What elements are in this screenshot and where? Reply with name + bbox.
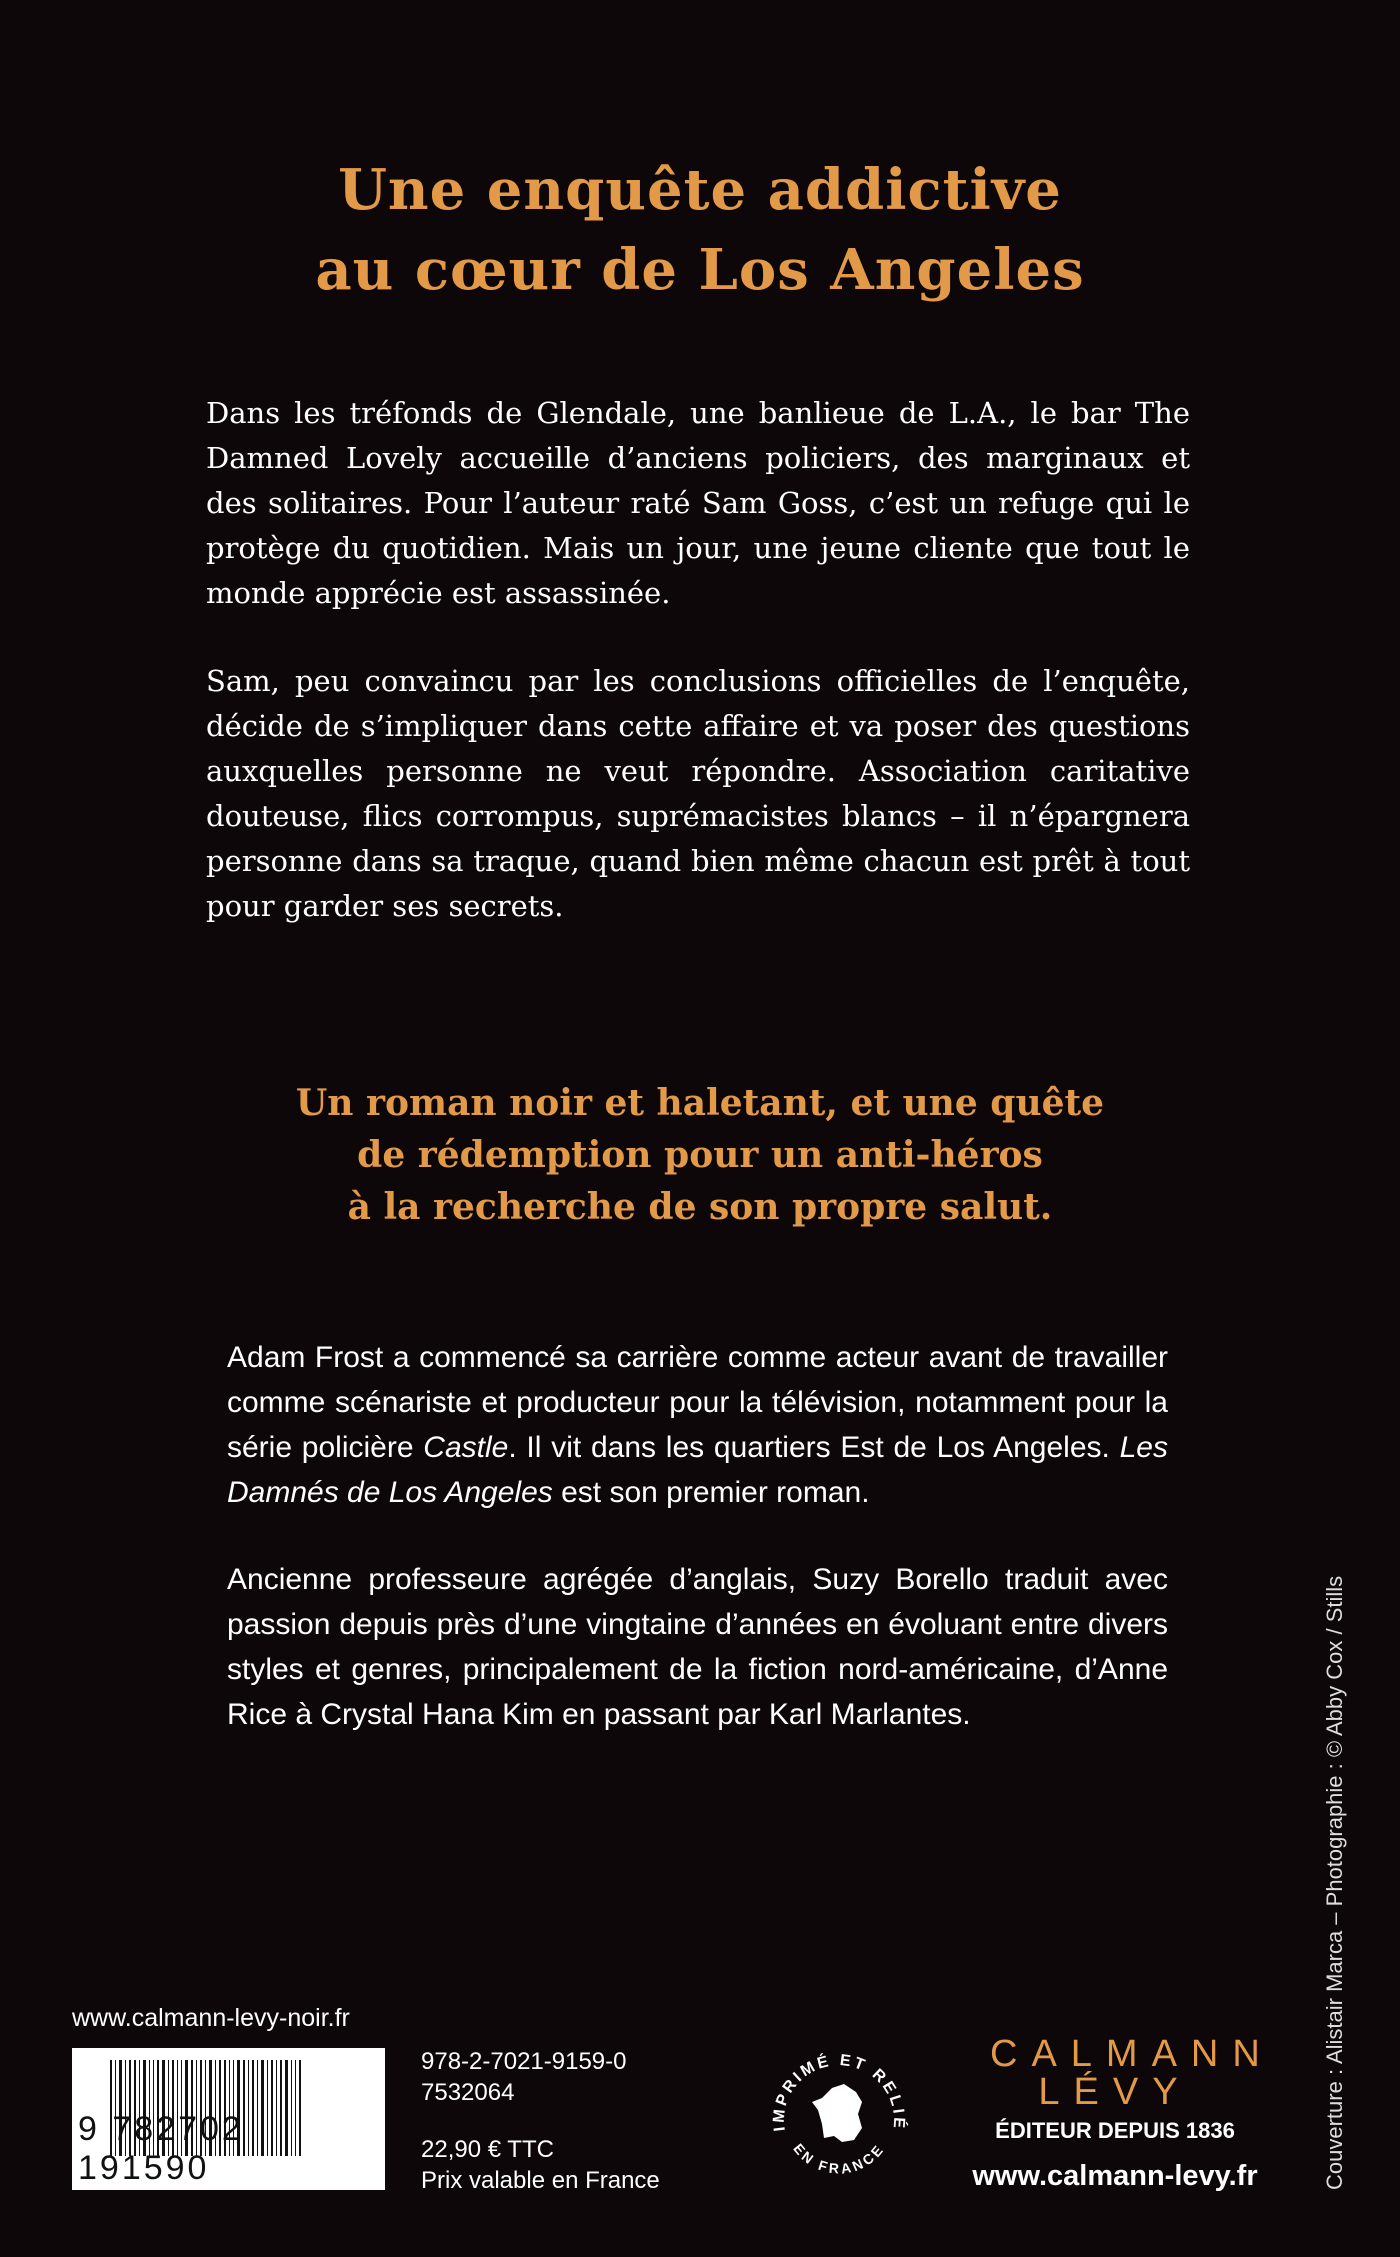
tagline-line-2: de rédemption pour un anti-héros: [357, 1134, 1043, 1176]
product-code: 7532064: [421, 2079, 515, 2106]
seal-bottom-text: EN FRANCE: [790, 2140, 888, 2177]
show-title: Castle: [423, 1431, 509, 1464]
price: 22,90 € TTC: [421, 2136, 554, 2163]
publisher-logo: [990, 2033, 1274, 2113]
tagline-line-3: à la recherche de son propre salut.: [347, 1186, 1053, 1228]
price-note: Prix valable en France: [421, 2167, 660, 2194]
france-map-icon: [812, 2084, 862, 2142]
printed-in-france-seal: [764, 2040, 914, 2190]
headline-line-1: Une enquête addictive: [338, 157, 1062, 223]
book-title: Les Damnés de Los Angeles: [227, 1431, 1168, 1509]
barcode: [72, 2048, 385, 2190]
bio-text: . Il vit dans les quartiers Est de Los Angeles.: [508, 1431, 1120, 1464]
seal-top-text: IMPRIMÉ ET RELIÉ: [770, 2051, 908, 2133]
noir-website-link[interactable]: www.calmann-levy-noir.fr: [72, 2004, 350, 2032]
translator-bio: Ancienne professeure agrégée d’anglais, Suzy Borello traduit avec passion depuis près d’une vingtaine d’années en évoluant entre divers styles et genres, principalement de la fiction nord-américaine, d’Anne Rice à Crystal Hana Kim en passant par Karl Marlantes.: [227, 1563, 1168, 1731]
barcode-number: 9 782702 191590: [78, 2110, 244, 2187]
bio-text: Adam Frost a commencé sa carrière comme acteur avant de travailler comme scénariste et producteur pour la télévision, notamment pour la série policière: [227, 1341, 1168, 1464]
headline-line-2: au cœur de Los Angeles: [315, 237, 1085, 303]
cover-credit: Couverture : Alistair Marca – Photographie : © Abby Cox / Stills: [1322, 1575, 1347, 2190]
isbn: 978-2-7021-9159-0: [421, 2048, 627, 2075]
bio-text: est son premier roman.: [552, 1476, 870, 1509]
tagline: [0, 1077, 1400, 1233]
author-bio: [227, 1335, 1168, 1515]
blurb-paragraph-2: Sam, peu convaincu par les conclusions officielles de l’enquête, décide de s’impliquer dans cette affaire et va poser des questions auxquelles personne ne veut répondre. Association caritative douteuse, flics corrompus, suprémacistes blancs – il n’épargnera personne dans sa traque, quand bien même chacun est prêt à tout pour garder ses secrets.: [206, 664, 1190, 923]
logo-line-1: CALMANN: [990, 2033, 1274, 2075]
tagline-line-1: Un roman noir et haletant, et une quête: [295, 1082, 1105, 1124]
logo-line-2: LÉVY: [1038, 2071, 1192, 2113]
blurb-paragraph-1: Dans les tréfonds de Glendale, une banlieue de L.A., le bar The Damned Lovely accueille d’anciens policiers, des marginaux et des solitaires. Pour l’auteur raté Sam Goss, c’est un refuge qui le protège du quotidien. Mais un jour, une jeune cliente que tout le monde apprécie est assassinée.: [206, 396, 1190, 610]
publisher-website-link[interactable]: www.calmann-levy.fr: [972, 2160, 1258, 2192]
cover-headline: [0, 150, 1400, 310]
publisher-since: ÉDITEUR DEPUIS 1836: [995, 2118, 1235, 2143]
